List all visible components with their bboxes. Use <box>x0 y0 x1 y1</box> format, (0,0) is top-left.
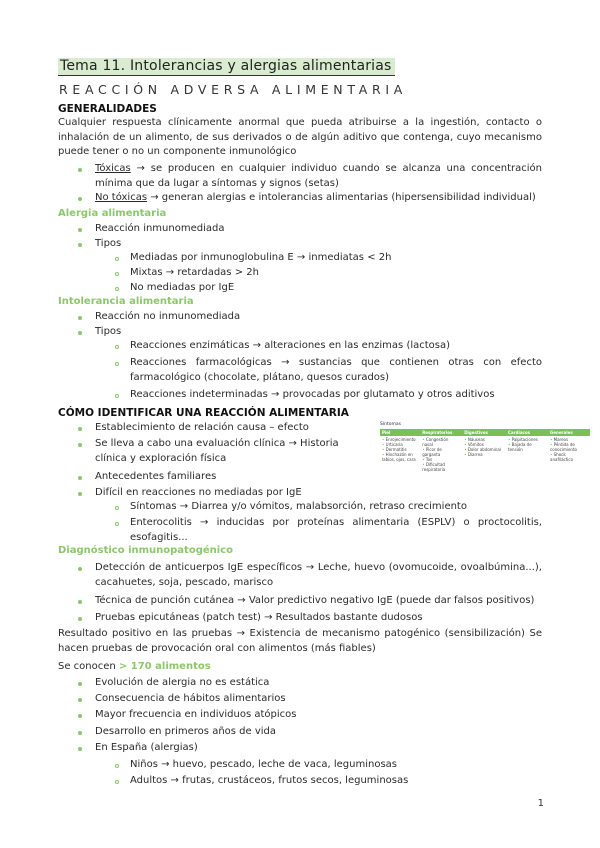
list-item: Pruebas epicutáneas (patch test) → Resultados bastante dudosos <box>95 612 423 623</box>
bullet-icon <box>78 714 82 718</box>
bullet-icon <box>78 228 82 232</box>
diagnostico-heading: Diagnóstico inmunopatogénico <box>58 545 233 556</box>
table-header-cell: Cardiacos <box>508 430 531 435</box>
table-cell-item: Vómitos <box>467 442 484 447</box>
table-cell: • Congestión nasal • Picor de garganta • Tos • Dificultad respiratoria <box>422 437 449 472</box>
bullet-icon <box>78 427 82 431</box>
list-item-toxicas <box>95 162 542 191</box>
list-item: Tipos <box>95 238 122 249</box>
circle-bullet-icon <box>115 272 119 276</box>
list-item: Antecedentes familiares <box>95 471 217 482</box>
table-cell: • Palpitaciones • Bajada de tensión <box>508 437 538 452</box>
conocen-prefix: Se conocen <box>58 661 119 672</box>
bullet-icon <box>78 168 82 172</box>
sub-list-item: Mediadas por inmunoglobulina E → inmediatas < 2h <box>130 252 392 263</box>
list-item: Detección de anticuerpos IgE específicos → Leche, huevo (ovomucoide, ovoalbúmina...), cacahuetes, soja, pescado, marisco <box>95 562 542 588</box>
table-cell-item: Palpitaciones <box>511 437 538 442</box>
circle-bullet-icon <box>115 506 119 510</box>
table-cell: • Enrojecimiento • Urticaria • Dermatitis • Hinchazón en labios, ojos, cara <box>382 437 416 462</box>
table-cell-item: Dermatitis <box>385 447 407 452</box>
bullet-icon <box>78 600 82 604</box>
table-cell-item: Pérdida de conocimiento <box>550 442 577 452</box>
text-toxicas: → se producen en cualquier individuo cuando se alcanza una concentración mínima que da lugar a síntomas y signos (setas) <box>95 163 542 189</box>
list-item: Se lleva a cabo una evaluación clínica → Historia clínica y exploración física <box>95 438 339 464</box>
conocen-highlight: > 170 alimentos <box>118 661 211 672</box>
circle-bullet-icon <box>115 394 119 398</box>
circle-bullet-icon <box>115 764 119 768</box>
sub-list-item: Niños → huevo, pescado, leche de vaca, leguminosas <box>130 759 397 770</box>
table-cell: • Náuseas • Vómitos • Dolor abdominal • Diarrea <box>464 437 501 457</box>
bullet-icon <box>78 698 82 702</box>
diagnostico-paragraph: Resultado positivo en las pruebas → Existencia de mecanismo patogénico (sensibilización) Se hacen pruebas de provocación oral con alimentos (más fiables) <box>58 628 542 654</box>
bullet-icon <box>78 682 82 686</box>
table-cell-item: Enrojecimiento <box>385 437 416 442</box>
intolerancia-heading: Intolerancia alimentaria <box>58 296 194 307</box>
bullet-icon <box>78 492 82 496</box>
table-cell-item: Mareos <box>553 437 569 442</box>
alergia-heading: Alergia alimentaria <box>58 208 167 219</box>
sub-list-item: Mixtas → retardadas > 2h <box>130 267 259 278</box>
symptoms-table <box>380 422 590 473</box>
table-cell-item: Shock anafiláctico <box>550 452 574 462</box>
generalidades-heading: GENERALIDADES <box>58 103 157 115</box>
table-header-cell: Piel <box>382 430 391 435</box>
table-header-row <box>380 429 590 436</box>
bullet-icon <box>78 747 82 751</box>
table-cell-item: Picor de garganta <box>422 447 442 457</box>
sub-list-item: Reacciones indeterminadas → provocadas por glutamato y otros aditivos <box>130 389 495 400</box>
list-item: Consecuencia de hábitos alimentarios <box>95 693 286 704</box>
list-item: Tipos <box>95 326 122 337</box>
circle-bullet-icon <box>115 522 119 526</box>
table-cell-item: Congestión nasal <box>422 437 449 447</box>
table-cell-item: Urticaria <box>385 442 403 447</box>
bullet-icon <box>78 731 82 735</box>
table-row <box>380 436 590 473</box>
sub-list-item: Síntomas → Diarrea y/o vómitos, malabsorción, retraso crecimiento <box>130 501 467 512</box>
circle-bullet-icon <box>115 257 119 261</box>
list-item: Mayor frecuencia en individuos atópicos <box>95 709 297 720</box>
circle-bullet-icon <box>115 362 119 366</box>
table-cell-item: Hinchazón en labios, ojos, cara <box>382 452 416 462</box>
circle-bullet-icon <box>115 287 119 291</box>
list-item: Técnica de punción cutánea → Valor predictivo negativo IgE (puede dar falsos positivos) <box>95 595 535 606</box>
identificar-heading: CÓMO IDENTIFICAR UNA REACCIÓN ALIMENTARIA <box>58 407 349 419</box>
table-cell-item: Bajada de tensión <box>508 442 532 452</box>
sub-list-item: Adultos → frutas, crustáceos, frutos secos, leguminosas <box>130 775 409 786</box>
table-cell-item: Tos <box>425 457 433 462</box>
table-header-cell: Respiratorios <box>422 430 453 435</box>
sub-list-item: No mediadas por IgE <box>130 282 235 293</box>
table-cell-item: Diarrea <box>467 452 483 457</box>
list-item: Difícil en reacciones no mediadas por IgE <box>95 487 302 498</box>
bullet-icon <box>78 197 82 201</box>
term-toxicas: Tóxicas <box>95 163 131 174</box>
conocen-line <box>58 660 211 675</box>
list-item: Reacción no inmunomediada <box>95 311 241 322</box>
table-header-cell: Generales <box>550 430 573 435</box>
circle-bullet-icon <box>115 345 119 349</box>
text-no-toxicas: → generan alergias e intolerancias alimentarias (hipersensibilidad individual) <box>147 192 536 203</box>
table-cell-item: Dificultad respiratoria <box>422 462 446 472</box>
list-item-no-toxicas <box>95 191 542 206</box>
table-header-cell: Digestivos <box>464 430 488 435</box>
term-no-toxicas: No tóxicas <box>95 192 148 203</box>
list-item: Reacción inmunomediada <box>95 223 225 234</box>
bullet-icon <box>78 567 82 571</box>
page-title: Tema 11. Intolerancias y alergias alimentarias <box>58 58 395 76</box>
table-cell: • Mareos • Pérdida de conocimiento • Shock anafiláctico <box>550 437 577 462</box>
table-caption: Síntomas <box>380 422 401 427</box>
page-number: 1 <box>537 798 544 809</box>
bullet-icon <box>78 443 82 447</box>
bullet-icon <box>78 316 82 320</box>
generalidades-paragraph: Cualquier respuesta clínicamente anormal que pueda atribuirse a la ingestión, contacto o inhalación de un alimento, de sus derivados o de algún aditivo que contenga, cuyo mecanismo puede tener o no un componente inmunológico <box>58 117 542 158</box>
section-subtitle: REACCIÓN ADVERSA ALIMENTARIA <box>59 82 407 97</box>
list-item: Evolución de alergia no es estática <box>95 677 270 688</box>
bullet-icon <box>78 243 82 247</box>
list-item: En España (alergias) <box>95 742 198 753</box>
list-item: Desarrollo en primeros años de vida <box>95 726 277 737</box>
sub-list-item: Enterocolitis → inducidas por proteínas alimentaria (ESPLV) o proctocolitis, esofagitis... <box>130 517 542 543</box>
circle-bullet-icon <box>115 780 119 784</box>
bullet-icon <box>78 476 82 480</box>
bullet-icon <box>78 617 82 621</box>
table-cell-item: Dolor abdominal <box>467 447 501 452</box>
list-item: Establecimiento de relación causa – efecto <box>95 422 309 433</box>
sub-list-item: Reacciones farmacológicas → sustancias que contienen otras con efecto farmacológico (chocolate, plátano, quesos curados) <box>130 357 542 383</box>
table-cell-item: Náuseas <box>467 437 485 442</box>
bullet-icon <box>78 331 82 335</box>
sub-list-item: Reacciones enzimáticas → alteraciones en las enzimas (lactosa) <box>130 340 451 351</box>
